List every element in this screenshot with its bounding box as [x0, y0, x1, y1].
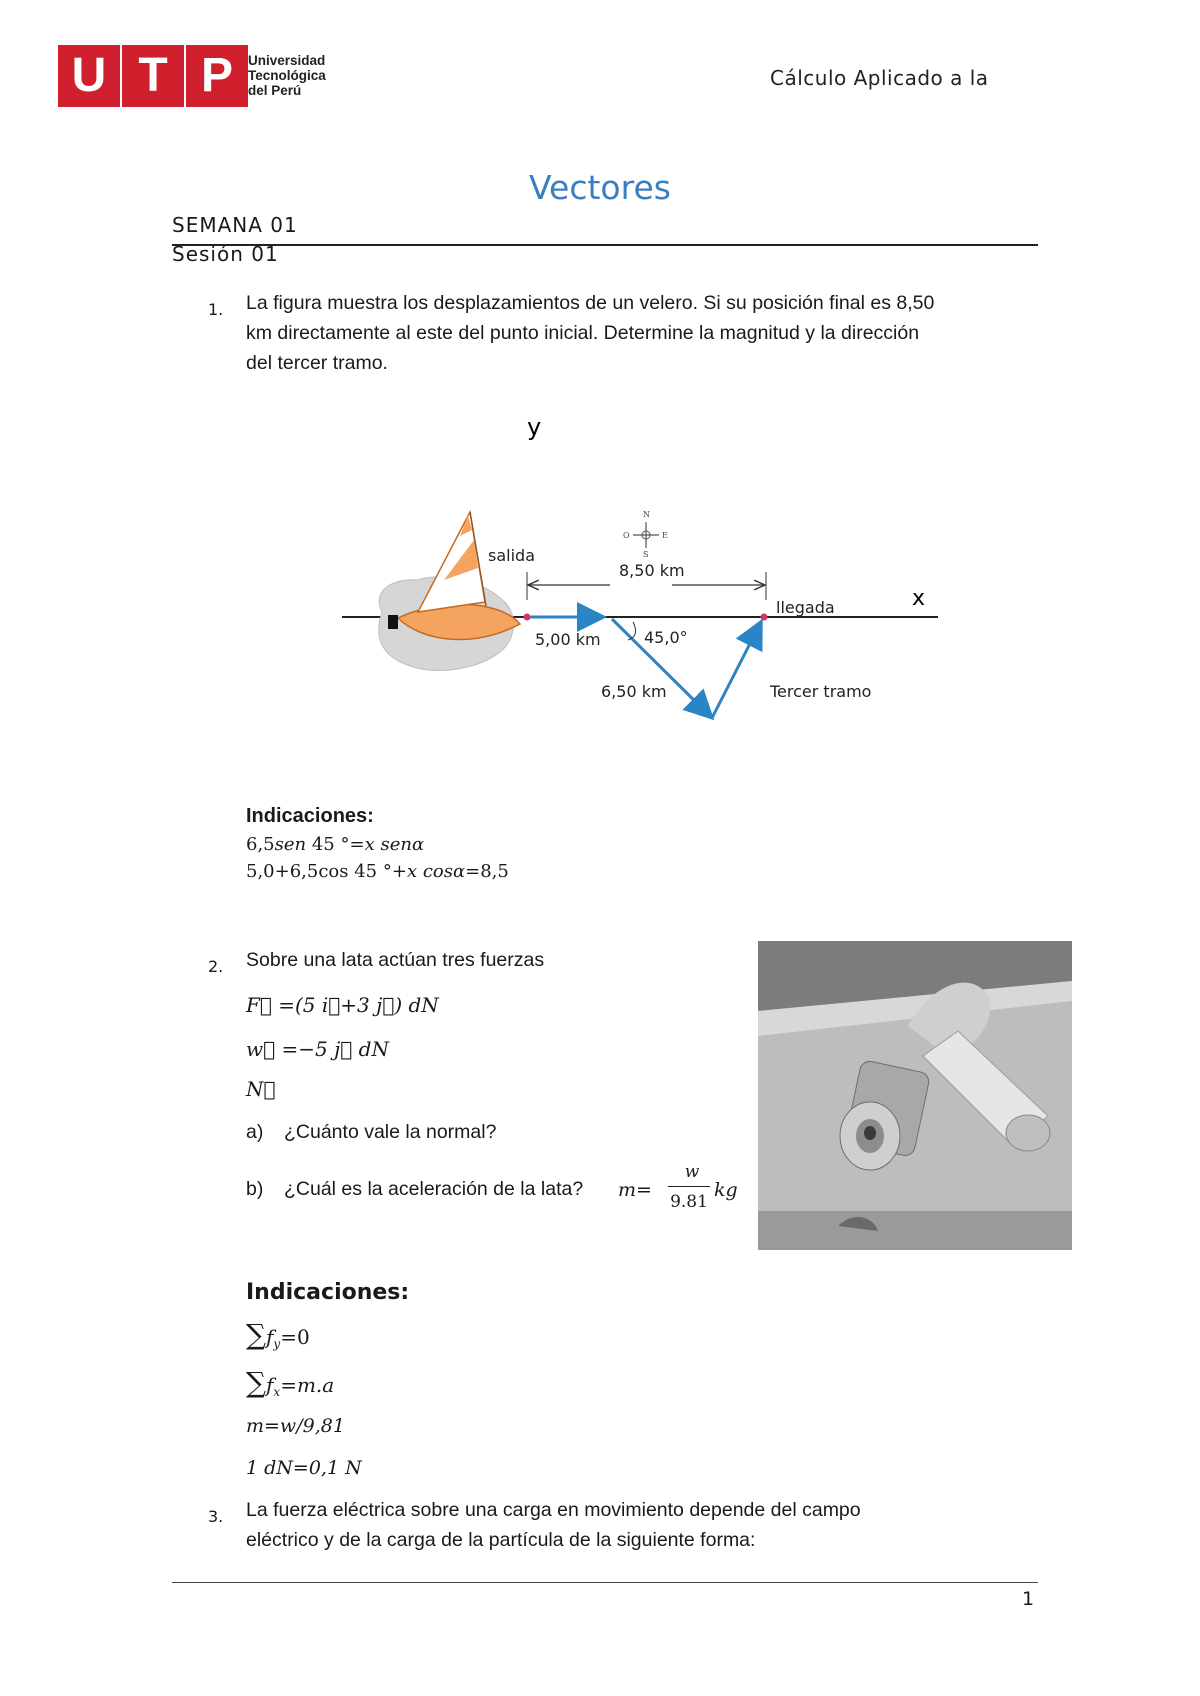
llegada-label: llegada: [776, 598, 835, 617]
boat-flag: [388, 615, 398, 629]
semana-label: SEMANA 01: [172, 213, 298, 237]
q2-a-text: ¿Cuánto vale la normal?: [284, 1121, 497, 1143]
q1-line-1: La figura muestra los desplazamientos de un velero. Si su posición final es 8,50: [246, 292, 935, 314]
q1-line-2: km directamente al este del punto inicial. Determine la magnitud y la dirección: [246, 322, 920, 344]
q1-number: 1.: [208, 300, 224, 319]
eq1-part: 45 °=: [311, 834, 365, 855]
salida-label: salida: [488, 546, 535, 565]
q2-b-m: m=: [618, 1179, 652, 1201]
q2-b-unit: kg: [714, 1179, 738, 1201]
sum-f: f: [266, 1373, 274, 1397]
page-number: 1: [1022, 1588, 1035, 1610]
eq1-part: sen: [274, 834, 307, 855]
eq2-part: =8,5: [465, 861, 509, 882]
sum-sub: y: [273, 1337, 281, 1352]
start-point: [524, 614, 531, 621]
compass-e: E: [662, 531, 668, 540]
q2-dn-eq: 1 dN=0,1 N: [246, 1457, 362, 1479]
utp-logo: [58, 45, 328, 107]
dist-total-label: 8,50 km: [619, 561, 685, 580]
q1-eq2: [246, 861, 509, 882]
compass-n: N: [643, 510, 650, 519]
can-photo: [758, 941, 1072, 1250]
seg3-label: Tercer tramo: [770, 682, 872, 701]
q1-text: [246, 288, 1046, 378]
logo-letter-u: U: [58, 45, 120, 107]
q2-a-label: a): [246, 1121, 264, 1143]
q2-sum-fy: [246, 1318, 310, 1351]
eq1-part: 6,5: [246, 834, 275, 855]
sum-sub: x: [273, 1385, 281, 1400]
q2-b-text: ¿Cuál es la aceleración de la lata?: [284, 1178, 584, 1200]
sesion-label: Sesión 01: [172, 242, 279, 266]
seg2-label: 6,50 km: [601, 682, 667, 701]
eq2-part: α: [452, 861, 466, 882]
logo-line-2: Tecnológica: [248, 68, 326, 83]
seg1-label: 5,00 km: [535, 630, 601, 649]
sum-rhs: =0: [280, 1325, 310, 1349]
y-axis-label: y: [527, 413, 542, 441]
q1-line-3: del tercer tramo.: [246, 352, 388, 374]
angle-label: 45,0°: [644, 628, 688, 647]
eq2-part: 5,0+6,5: [246, 861, 319, 882]
q2-b-den: 9.81: [670, 1192, 708, 1212]
eq2-part: cos: [318, 861, 349, 882]
q3-number: 3.: [208, 1507, 224, 1526]
q2-sum-fx: [246, 1366, 334, 1399]
logo-line-3: del Perú: [248, 83, 302, 98]
q2-force-f: F⃗ =(5 i⃗+3 j⃗) dN: [246, 993, 439, 1017]
sigma-icon: ∑: [246, 1366, 266, 1399]
compass-icon: [623, 510, 668, 559]
sailboat-figure: [0, 400, 1200, 740]
header-divider: [172, 244, 1038, 246]
sum-f: f: [266, 1325, 274, 1349]
fraction-bar: [668, 1186, 710, 1187]
course-name: Cálculo Aplicado a la: [770, 66, 989, 90]
q2-text: Sobre una lata actúan tres fuerzas: [246, 949, 545, 971]
q2-number: 2.: [208, 957, 224, 976]
eq2-part: 45 °+: [354, 861, 407, 882]
logo-letter-p: P: [186, 45, 248, 107]
compass-s: S: [643, 550, 649, 559]
eq1-part: x sen: [364, 834, 412, 855]
q2-force-n: N⃗: [246, 1077, 276, 1101]
q2-b-num: w: [684, 1162, 700, 1182]
q2-indicaciones-title: Indicaciones:: [246, 1280, 410, 1305]
q2-b-label: b): [246, 1178, 264, 1200]
logo-text: [248, 53, 326, 98]
sigma-icon: ∑: [246, 1318, 266, 1351]
q3-text: [246, 1495, 1046, 1555]
q2-m-eq: m=w/9,81: [246, 1415, 345, 1437]
page-title: Vectores: [529, 168, 671, 207]
logo-line-1: Universidad: [248, 53, 326, 68]
compass-o: O: [623, 531, 630, 540]
x-axis-label: x: [912, 586, 926, 611]
q1-eq1: [246, 834, 424, 855]
end-point: [761, 614, 768, 621]
q1-indicaciones-title: Indicaciones:: [246, 805, 374, 827]
q3-line-2: eléctrico y de la carga de la partícula de la siguiente forma:: [246, 1529, 756, 1551]
sum-rhs: =m.a: [280, 1373, 335, 1397]
logo-letter-t: T: [122, 45, 184, 107]
vector-seg3: [712, 624, 760, 718]
footer-divider: [172, 1582, 1038, 1583]
eq2-part: x cos: [406, 861, 453, 882]
q3-line-1: La fuerza eléctrica sobre una carga en movimiento depende del campo: [246, 1499, 861, 1521]
q2-force-w: w⃗ =−5 j⃗ dN: [246, 1037, 389, 1061]
eq1-part: α: [411, 834, 425, 855]
